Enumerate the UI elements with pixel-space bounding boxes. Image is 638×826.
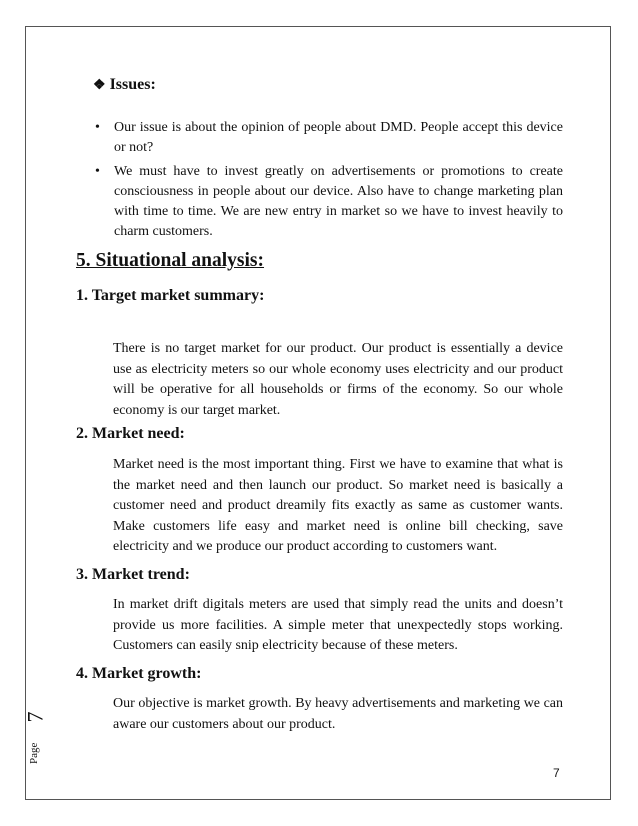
issues-heading-text: Issues: [109,76,156,93]
bullet-dot-icon: • [95,164,100,179]
subsection-heading-target-market: 1. Target market summary: [76,287,265,304]
page-side-label [22,704,48,764]
issue-text: We must have to invest greatly on advertisements or promotions to create consciousness in people about our device. Also have to change marketing plan with time to time. We are new entry in market so we have to invest heavily to charm customers. [114,164,563,239]
paragraph-market-need: Market need is the most important thing. First we have to examine that what is the market need and then launch our product. So market need is basically a customer need and product dreamily fits exactly as same as customer wants. Make customers life easy and market need is online bill checking, save electricity and we produce our product according to customers want. [113,457,563,554]
footer-page-number: 7 [553,766,560,780]
bullet-dot-icon: • [95,120,100,135]
issue-text: Our issue is about the opinion of people about DMD. People accept this device or not? [114,120,563,155]
issue-item [93,162,563,242]
issues-heading [93,76,156,94]
subsection-heading-market-trend: 3. Market trend: [76,566,190,583]
section-title: 5. Situational analysis: [76,250,265,271]
diamond-bullet-icon: ❖ [93,77,106,93]
page-side-word: Page [28,742,40,764]
page-side-number: 7 [22,711,48,723]
paragraph-market-trend: In market drift digitals meters are used that simply read the units and doesn’t provide us more facilities. A simple meter that unexpectedly stops working. Customers can easily snip electricity because of these meters. [113,597,563,653]
paragraph-target-market: There is no target market for our product. Our product is essentially a device use as electricity meters so our whole economy uses electricity and our product will be operative for all households or firms of the economy. So our whole economy is our target market. [113,341,563,418]
paragraph-market-growth: Our objective is market growth. By heavy advertisements and marketing we can aware our customers about our product. [113,696,563,732]
subsection-heading-market-need: 2. Market need: [76,425,185,442]
issue-item [93,118,563,158]
issues-list [93,118,563,246]
subsection-heading-market-growth: 4. Market growth: [76,665,202,682]
